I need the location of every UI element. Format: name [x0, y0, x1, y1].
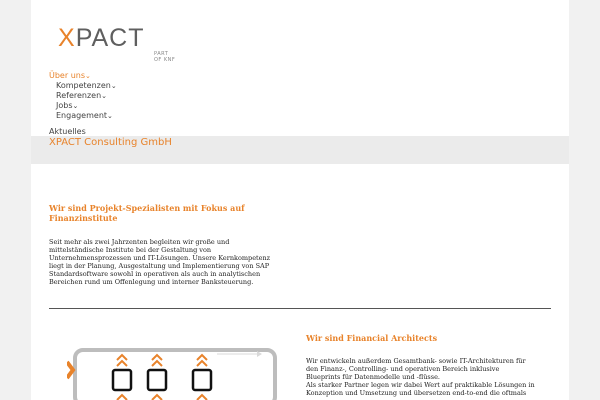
main-navigation: [49, 71, 117, 121]
chevron-down-icon: ⌄: [101, 92, 108, 100]
text-line: Seit mehr als zwei Jahrzenten begleiten wir große und: [49, 238, 230, 246]
nav-item-referenzen[interactable]: Referenzen⌄: [56, 91, 108, 100]
text-line: Bereichen rund um Offenlegung und interner Banksteuerung.: [49, 278, 254, 286]
nav-item-jobs[interactable]: Jobs⌄: [56, 101, 79, 110]
text-line: Wir entwickeln außerdem Gesamtbank- sowie IT-Architekturen für: [306, 357, 526, 365]
nav-item-aktuelles[interactable]: Aktuelles: [49, 127, 86, 136]
section-financial-architects-title: Wir sind Financial Architects: [306, 333, 438, 343]
section-projekt-spezialisten-text: [49, 238, 304, 286]
logo-tagline: PART OF KNF: [154, 51, 176, 63]
page-container: [31, 0, 569, 400]
chevron-down-icon: ⌄: [72, 102, 79, 110]
nav-item-ueber-uns[interactable]: Über uns⌄: [49, 71, 91, 80]
architecture-diagram-icon: [67, 340, 287, 400]
text-line: Konzeption und Umsetzung und übersetzen end-to-end die oftmals: [306, 389, 527, 397]
nav-submenu: [49, 81, 117, 121]
text-line: Standardsoftware sowohl in operativen als auch in analytischen: [49, 270, 261, 278]
text-line: mittelständische Institute bei der Gestaltung von: [49, 246, 212, 254]
text-line: den Finanz-, Controlling- und operativen Bereich inklusive: [306, 365, 500, 373]
text-line: Blueprints für Datenmodelle und -flüsse.: [306, 373, 440, 381]
text-line: Unternehmensprozessen und IT-Lösungen. Unsere Kernkompetenz: [49, 254, 271, 262]
chevron-down-icon: ⌄: [110, 82, 117, 90]
text-line: liegt in der Planung, Ausgestaltung und Implementierung von SAP: [49, 262, 270, 270]
page-title: XPACT Consulting GmbH: [49, 137, 172, 148]
nav-item-engagement[interactable]: Engagement⌄: [56, 111, 113, 120]
text-line: Als starker Partner legen wir dabei Wert auf praktikable Lösungen in: [306, 381, 535, 389]
chevron-down-icon: ⌄: [107, 112, 113, 120]
xpact-logo[interactable]: [58, 24, 178, 63]
section-projekt-spezialisten-title: Wir sind Projekt-Spezialisten mit Fokus auf Finanzinstitute: [49, 203, 245, 223]
nav-item-kompetenzen[interactable]: Kompetenzen⌄: [56, 81, 117, 90]
page-title-band: [31, 136, 569, 164]
section-financial-architects-text: [306, 357, 556, 397]
logo-wordmark: XPACT: [58, 24, 145, 52]
chevron-down-icon: ⌄: [85, 72, 91, 80]
section-divider: [49, 308, 551, 309]
